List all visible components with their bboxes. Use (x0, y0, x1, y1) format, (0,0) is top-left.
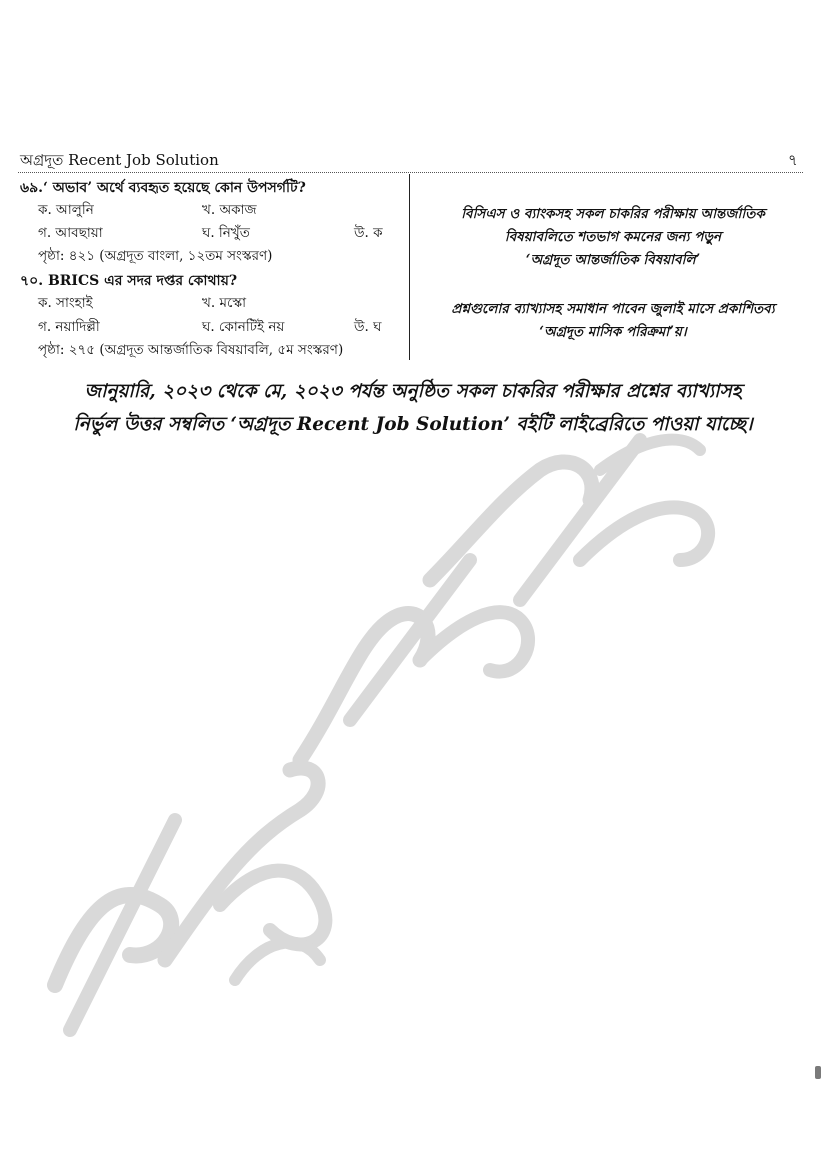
question-70-answer: উ. ঘ (354, 319, 382, 335)
question-69-option-b: খ. অকাজ (202, 202, 257, 218)
page-number: ৭ (788, 151, 798, 169)
question-70-option-b: খ. মস্কো (202, 295, 247, 311)
sidebar-ad2-line2: ‘অগ্রদূত মাসিক পরিক্রমা’য়। (539, 324, 687, 340)
promo-line2: নির্ভুল উত্তর সম্বলিত ‘অগ্রদূত Recent Job Solution’ বইটি লাইব্রেরিতে পাওয়া যাচ্ছে। (73, 414, 753, 435)
question-69-stem: ৬৯.‘ অভাব’ অর্থে ব্যবহৃত হয়েছে কোন উপসর্গটি? (20, 180, 306, 196)
question-69-answer: উ. ক (354, 225, 383, 241)
question-70-option-d: ঘ. কোনটিই নয় (202, 319, 285, 335)
promo-line1: জানুয়ারি, ২০২৩ থেকে মে, ২০২৩ পর্যন্ত অনুষ্ঠিত সকল চাকরির পরীক্ষার প্রশ্নের ব্যাখ্যাসহ (84, 381, 742, 402)
question-69-option-d: ঘ. নিখুঁত (202, 225, 250, 241)
header-divider (18, 172, 803, 173)
sidebar-ad1-line1: বিসিএস ও ব্যাংকসহ সকল চাকরির পরীক্ষায় আন্তর্জাতিক (461, 206, 765, 222)
question-69-reference: পৃষ্ঠা: ৪২১ (অগ্রদূত বাংলা, ১২তম সংস্করণ) (38, 248, 273, 264)
sidebar-ad1-line3: ‘অগ্রদূত আন্তর্জাতিক বিষয়াবলি’ (525, 252, 701, 268)
sidebar-ad1-line2: বিষয়াবলিতে শতভাগ কমনের জন্য পড়ুন (504, 229, 722, 245)
question-70-option-a: ক. সাংহাই (38, 295, 93, 311)
question-70-reference: পৃষ্ঠা: ২৭৫ (অগ্রদূত আন্তর্জাতিক বিষয়াবলি, ৫ম সংস্করণ) (38, 342, 344, 358)
question-69-option-a: ক. আলুনি (38, 202, 94, 218)
column-divider (409, 174, 410, 360)
question-69-option-c: গ. আবছায়া (38, 225, 103, 241)
scrollbar-thumb[interactable] (815, 1066, 821, 1079)
question-70-stem: ৭০. BRICS এর সদর দপ্তর কোথায়? (20, 273, 238, 289)
question-70-option-c: গ. নয়াদিল্লী (38, 319, 100, 335)
sidebar-ad2-line1: প্রশ্নগুলোর ব্যাখ্যাসহ সমাধান পাবেন জুলাই মাসে প্রকাশিতব্য (451, 301, 775, 317)
header-title: অগ্রদূত Recent Job Solution (20, 151, 219, 169)
